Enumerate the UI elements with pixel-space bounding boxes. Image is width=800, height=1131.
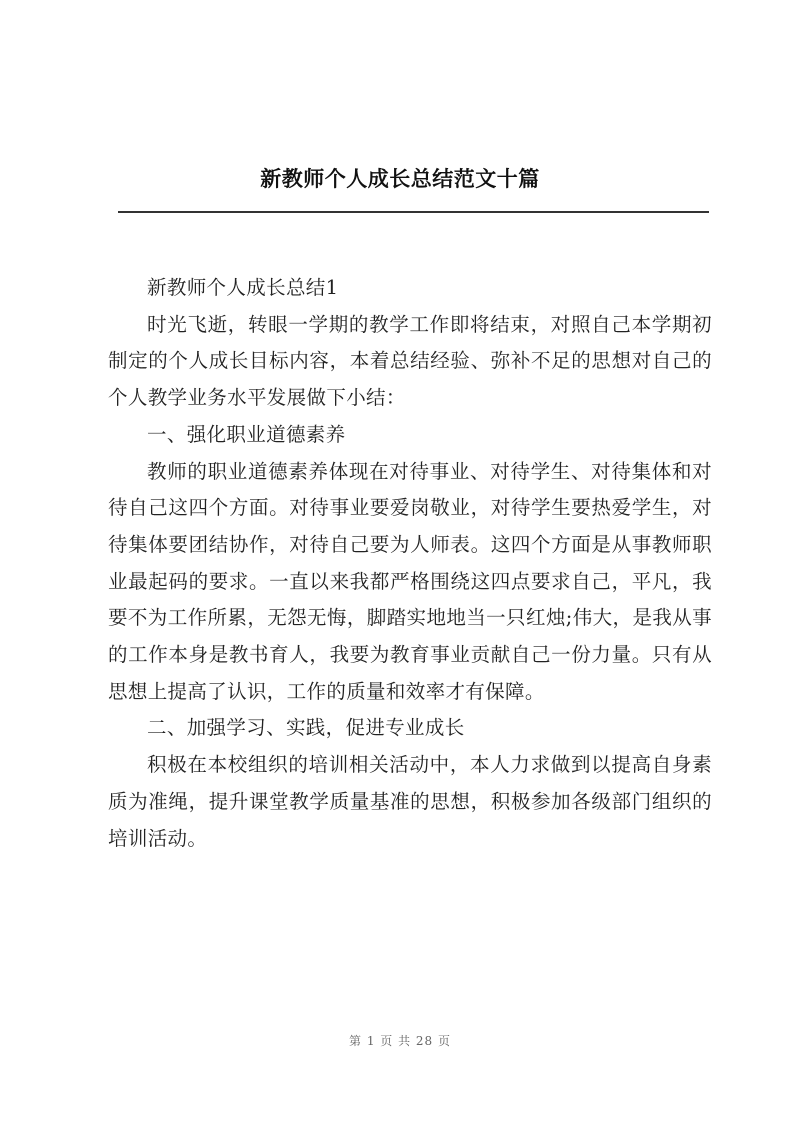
section-heading: 一、强化职业道德素养 xyxy=(147,422,346,446)
section-heading: 新教师个人成长总结1 xyxy=(147,276,339,299)
document-title: 新教师个人成长总结范文十篇 xyxy=(260,166,540,191)
body-paragraph: 时光飞逝，转眼一学期的教学工作即将结束，对照自己本学期初制定的个人成长目标内容，本着总结经验、弥补不足的思想对自己的个人教学业务水平发展做下小结： xyxy=(108,312,712,410)
body-paragraph: 积极在本校组织的培训相关活动中，本人力求做到以提高自身素质为准绳，提升课堂教学质量基准的思想，积极参加各级部门组织的培训活动。 xyxy=(108,753,712,850)
body-paragraph: 教师的职业道德素养体现在对待事业、对待学生、对待集体和对待自己这四个方面。对待事业要爱岗敬业，对待学生要热爱学生，对待集体要团结协作，对待自己要为人师表。这四个方面是从事教师职业最起码的要求。一直以来我都严格围绕这四点要求自己，平凡，我要不为工作所累，无怨无悔，脚踏实地地当一只红烛;伟大，是我从事的工作本身是教书育人，我要为教育事业贡献自己一份力量。只有从思想上提高了认识，工作的质量和效率才有保障。 xyxy=(108,459,712,703)
document-body xyxy=(108,270,712,857)
section-heading: 二、加强学习、实践，促进专业成长 xyxy=(147,716,465,740)
title-underline xyxy=(118,211,709,213)
page-footer: 第 1 页 共 28 页 xyxy=(349,1034,451,1048)
